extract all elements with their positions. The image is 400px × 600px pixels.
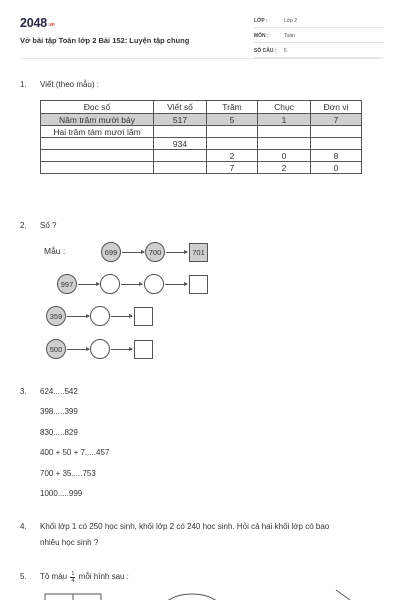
meta-row-question-count	[254, 46, 384, 58]
table-cell: 1	[258, 114, 311, 126]
meta-value: Lớp 2	[284, 18, 298, 24]
meta-label: MÔN :	[254, 33, 269, 39]
chain-start-circle: 359	[46, 306, 66, 326]
sample-circle-start: 699	[101, 242, 121, 262]
comparison-item: 624.....542	[40, 387, 78, 396]
comparison-item: 400 + 50 + 7.....457	[40, 448, 110, 457]
arrow-icon	[111, 316, 132, 317]
table-row	[41, 138, 362, 150]
question-text: mỗi hình sau :	[78, 572, 129, 581]
table-cell: 8	[311, 150, 362, 162]
site-logo[interactable]	[20, 16, 55, 30]
arrow-icon	[67, 349, 89, 350]
comparison-item: 830.....829	[40, 428, 78, 437]
column-header: Trăm	[207, 101, 258, 114]
chain-start-circle: 500	[46, 339, 66, 359]
table-row	[41, 114, 362, 126]
question-3	[20, 387, 78, 396]
question-number: 4.	[20, 522, 27, 531]
table-cell	[207, 138, 258, 150]
comparison-item: 1000.....999	[40, 489, 83, 498]
table-cell	[258, 138, 311, 150]
question-number: 1.	[20, 80, 27, 89]
column-header: Đọc số	[41, 101, 154, 114]
arrow-icon	[111, 349, 132, 350]
arrow-icon	[121, 284, 142, 285]
meta-row-class	[254, 16, 384, 28]
answer-square[interactable]	[134, 340, 153, 359]
answer-circle[interactable]	[144, 274, 164, 294]
arrow-icon	[67, 316, 89, 317]
sample-label: Mẫu :	[44, 246, 66, 256]
meta-value: Toán	[284, 33, 295, 39]
question-text: Tô màu	[40, 572, 68, 581]
table-cell: Năm trăm mười bảy	[41, 114, 154, 126]
question-text: Số ?	[40, 221, 57, 230]
fraction-numerator: 1	[71, 571, 75, 577]
question-number: 2.	[20, 221, 27, 230]
table-cell: 7	[311, 114, 362, 126]
column-header: Chục	[258, 101, 311, 114]
table-cell: 5	[207, 114, 258, 126]
sample-square-result: 701	[189, 243, 208, 262]
answer-square[interactable]	[134, 307, 153, 326]
chain-start-circle: 997	[57, 274, 77, 294]
header-divider	[20, 58, 382, 59]
table-cell: 2	[258, 162, 311, 174]
table-cell	[154, 162, 207, 174]
table-cell	[207, 126, 258, 138]
table-cell: 0	[311, 162, 362, 174]
question-4	[20, 522, 329, 531]
table-cell	[154, 150, 207, 162]
meta-row-subject	[254, 31, 384, 43]
answer-circle[interactable]	[90, 306, 110, 326]
column-header: Viết số	[154, 101, 207, 114]
question-number: 3.	[20, 387, 27, 396]
table-header-row	[41, 101, 362, 114]
table-cell: Hai trăm tám mươi lăm	[41, 126, 154, 138]
arrow-icon	[122, 252, 144, 253]
table-row	[41, 150, 362, 162]
table-cell: 0	[258, 150, 311, 162]
table-cell	[154, 126, 207, 138]
table-cell	[41, 138, 154, 150]
fraction-denominator: 4	[71, 578, 75, 584]
comparison-item: 398.....399	[40, 407, 78, 416]
meta-value: 5	[284, 48, 287, 54]
table-cell: 7	[207, 162, 258, 174]
place-value-table	[40, 100, 362, 174]
triangle-shape-edge	[336, 590, 350, 600]
arrow-icon	[165, 284, 187, 285]
question-4-continued: nhiêu học sinh ?	[40, 538, 99, 547]
table-cell: 934	[154, 138, 207, 150]
comparison-item: 700 + 35.....753	[40, 469, 96, 478]
table-cell: 2	[207, 150, 258, 162]
table-cell	[41, 150, 154, 162]
circle-shape[interactable]	[164, 594, 220, 600]
table-cell	[41, 162, 154, 174]
question-text: Viết (theo mẫu) :	[40, 80, 99, 89]
question-2	[20, 221, 56, 230]
table-row	[41, 126, 362, 138]
document-title: Vở bài tập Toán lớp 2 Bài 152: Luyện tập chung	[20, 36, 190, 45]
meta-label: SỐ CÂU :	[254, 48, 277, 54]
answer-circle[interactable]	[90, 339, 110, 359]
document-header	[20, 14, 382, 56]
table-cell: 517	[154, 114, 207, 126]
shapes-to-color	[0, 588, 400, 600]
table-cell	[258, 126, 311, 138]
column-header: Đơn vị	[311, 101, 362, 114]
question-5	[20, 571, 129, 584]
logo-main-text: 2048	[20, 16, 48, 30]
table-cell	[311, 126, 362, 138]
question-1	[20, 80, 99, 89]
arrow-icon	[166, 252, 187, 253]
answer-circle[interactable]	[100, 274, 120, 294]
sample-circle-next: 700	[145, 242, 165, 262]
arrow-icon	[78, 284, 99, 285]
answer-square[interactable]	[189, 275, 208, 294]
logo-sub-text: .vn	[48, 22, 55, 28]
fraction	[70, 571, 75, 584]
table-row	[41, 162, 362, 174]
meta-label: LỚP :	[254, 18, 268, 24]
question-number: 5.	[20, 572, 27, 581]
table-cell	[311, 138, 362, 150]
document-meta	[254, 16, 384, 61]
question-text: Khối lớp 1 có 250 học sinh, khối lớp 2 có 240 học sinh. Hỏi cả hai khối lớp có bao	[40, 522, 330, 531]
